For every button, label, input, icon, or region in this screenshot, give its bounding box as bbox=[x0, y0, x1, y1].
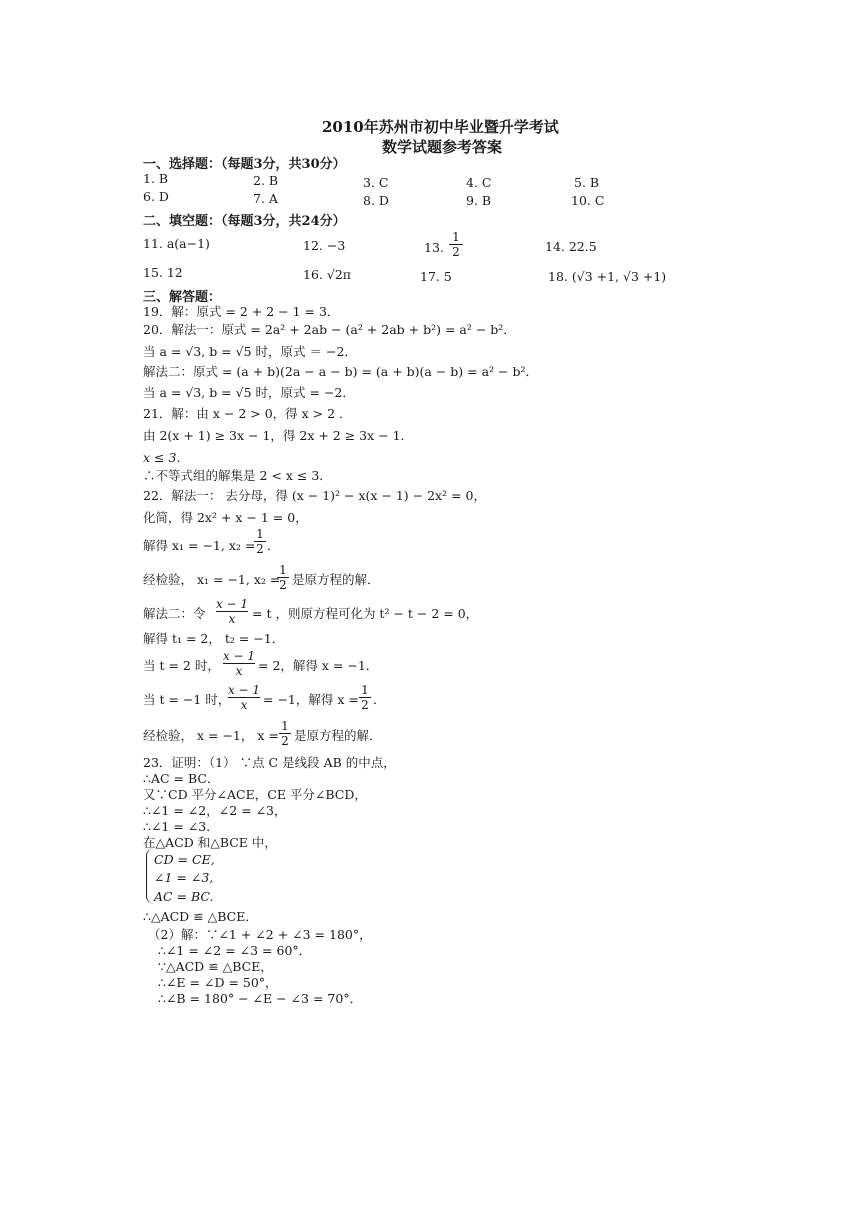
answer-8: 8. D bbox=[363, 193, 389, 208]
solution-23-system-3: AC = BC. bbox=[154, 889, 214, 904]
solution-22-line3-text: 解得 x₁ = −1, x₂ = bbox=[143, 538, 256, 553]
solution-23-system-1: CD = CE, bbox=[154, 852, 215, 867]
answer-11: 11. a(a−1) bbox=[143, 236, 210, 251]
answer-10: 10. C bbox=[571, 193, 605, 208]
solution-23-line1: 23．证明：（1） ∵点 C 是线段 AB 的中点， bbox=[143, 755, 396, 770]
answer-14: 14. 22.5 bbox=[545, 239, 597, 254]
solution-20-line2: 当 a = √3, b = √5 时，原式 ＝ −2． bbox=[143, 344, 357, 359]
solution-22-line4-fraction bbox=[276, 563, 290, 592]
answer-3: 3. C bbox=[363, 175, 389, 190]
fraction-numerator: 1 bbox=[279, 563, 287, 577]
solution-22-line4-text: 经检验， x₁ = −1, x₂ = bbox=[143, 572, 281, 587]
answer-9: 9. B bbox=[466, 193, 492, 208]
solution-22-line3-end: ． bbox=[267, 538, 280, 553]
section-heading-solutions: 三、解答题： bbox=[143, 290, 222, 305]
solution-22-line9-fraction bbox=[278, 719, 292, 748]
solution-22-line5-end: = t ，则原方程可化为 t² − t − 2 = 0， bbox=[252, 606, 479, 621]
section-heading-choice: 一、选择题：（每题3分，共30分） bbox=[143, 157, 346, 172]
solution-23-line2: ∴AC = BC． bbox=[143, 771, 220, 786]
fraction-denominator: 2 bbox=[452, 245, 460, 259]
answer-18: 18. (√3 +1, √3 +1) bbox=[548, 269, 667, 284]
answer-2: 2. B bbox=[253, 173, 279, 188]
solution-19: 19．解：原式 = 2 + 2 − 1 = 3． bbox=[143, 304, 340, 319]
solution-22-line5-fraction bbox=[215, 597, 249, 626]
solution-23-line12: ∴∠B = 180° − ∠E − ∠3 = 70°． bbox=[158, 991, 363, 1006]
fraction-numerator: x − 1 bbox=[222, 649, 256, 663]
solution-22-line4-end: 是原方程的解． bbox=[292, 572, 380, 587]
solution-22-line8-fraction bbox=[227, 683, 261, 712]
solution-22-line1: 22．解法一： 去分母，得 (x − 1)² − x(x − 1) − 2x² = 0， bbox=[143, 488, 486, 503]
solution-23-line4: ∴∠1 = ∠2，∠2 = ∠3， bbox=[143, 803, 287, 818]
answer-17: 17. 5 bbox=[420, 269, 452, 284]
page-title: 2010年苏州市初中毕业暨升学考试 bbox=[322, 118, 559, 136]
solution-22-line6: 解得 t₁ = 2， t₂ = −1． bbox=[143, 631, 285, 646]
solution-20-line4: 当 a = √3, b = √5 时，原式 = −2． bbox=[143, 385, 355, 400]
section-heading-fill: 二、填空题：（每题3分，共24分） bbox=[143, 214, 346, 229]
answer-15: 15. 12 bbox=[143, 265, 183, 280]
solution-23-line10: ∵△ACD ≌ △BCE， bbox=[158, 959, 273, 974]
fraction-denominator: x bbox=[235, 664, 243, 678]
answer-1: 1. B bbox=[143, 171, 169, 186]
solution-22-line9-end: 是原方程的解． bbox=[294, 728, 382, 743]
solution-22-line5-text: 解法二：令 bbox=[143, 606, 206, 621]
solution-23-line6: 在△ACD 和△BCE 中， bbox=[143, 835, 277, 850]
fraction-denominator: x bbox=[240, 698, 248, 712]
solution-23-line7: ∴△ACD ≌ △BCE． bbox=[143, 909, 258, 924]
answer-6: 6. D bbox=[143, 189, 169, 204]
fraction-denominator: 2 bbox=[361, 698, 369, 712]
solution-21-line4: ∴不等式组的解集是 2 < x ≤ 3． bbox=[143, 468, 332, 483]
answer-13-fraction bbox=[448, 230, 464, 259]
answer-5: 5. B bbox=[574, 175, 600, 190]
solution-22-line9-text: 经检验， x = −1， x = bbox=[143, 728, 279, 743]
fraction-denominator: 2 bbox=[256, 542, 264, 556]
fraction-numerator: 1 bbox=[452, 230, 460, 244]
fraction-numerator: 1 bbox=[361, 683, 369, 697]
solution-23-line8: （2）解：∵∠1 + ∠2 + ∠3 = 180°， bbox=[148, 927, 372, 942]
fraction-numerator: 1 bbox=[256, 527, 264, 541]
solution-22-line8-end: ． bbox=[373, 692, 386, 707]
fraction-numerator: x − 1 bbox=[215, 597, 249, 611]
answer-4: 4. C bbox=[466, 175, 492, 190]
solution-23-line3: 又∵CD 平分∠ACE，CE 平分∠BCD， bbox=[143, 787, 367, 802]
solution-22-line8-fraction2 bbox=[358, 683, 372, 712]
solution-21-line2: 由 2(x + 1) ≥ 3x − 1，得 2x + 2 ≥ 3x − 1． bbox=[143, 428, 414, 443]
fraction-denominator: 2 bbox=[279, 578, 287, 592]
solution-23-system-2: ∠1 = ∠3, bbox=[154, 870, 214, 885]
solution-20-line3: 解法二：原式 = (a + b)(2a − a − b) = (a + b)(a − b) = a² − b²． bbox=[143, 364, 538, 379]
answer-13-label: 13. bbox=[424, 240, 444, 255]
fraction-numerator: 1 bbox=[281, 719, 289, 733]
solution-22-line7-text: 当 t = 2 时， bbox=[143, 658, 220, 673]
solution-23-line5: ∴∠1 = ∠3． bbox=[143, 819, 219, 834]
solution-21-line3: x ≤ 3． bbox=[143, 450, 189, 465]
solution-23-line9: ∴∠1 = ∠2 = ∠3 = 60°． bbox=[158, 943, 312, 958]
fraction-denominator: x bbox=[228, 612, 236, 626]
solution-22-line8-mid: = −1，解得 x = bbox=[263, 692, 359, 707]
solution-20-line1: 20．解法一：原式 = 2a² + 2ab − (a² + 2ab + b²) = a² − b²． bbox=[143, 322, 516, 337]
fraction-denominator: 2 bbox=[281, 734, 289, 748]
answer-16: 16. √2π bbox=[303, 267, 351, 282]
solution-22-line2: 化简，得 2x² + x − 1 = 0， bbox=[143, 510, 308, 525]
solution-23-line11: ∴∠E = ∠D = 50°， bbox=[158, 975, 278, 990]
answer-12: 12. −3 bbox=[303, 238, 346, 253]
solution-22-line7-fraction bbox=[222, 649, 256, 678]
solution-22-line3-fraction bbox=[253, 527, 267, 556]
page-subtitle: 数学试题参考答案 bbox=[382, 138, 503, 156]
solution-21-line1: 21．解：由 x − 2 > 0，得 x > 2 ． bbox=[143, 406, 352, 421]
solution-22-line8-text: 当 t = −1 时， bbox=[143, 692, 231, 707]
answer-7: 7. A bbox=[253, 191, 278, 206]
solution-22-line7-end: = 2，解得 x = −1． bbox=[258, 658, 379, 673]
fraction-numerator: x − 1 bbox=[227, 683, 261, 697]
